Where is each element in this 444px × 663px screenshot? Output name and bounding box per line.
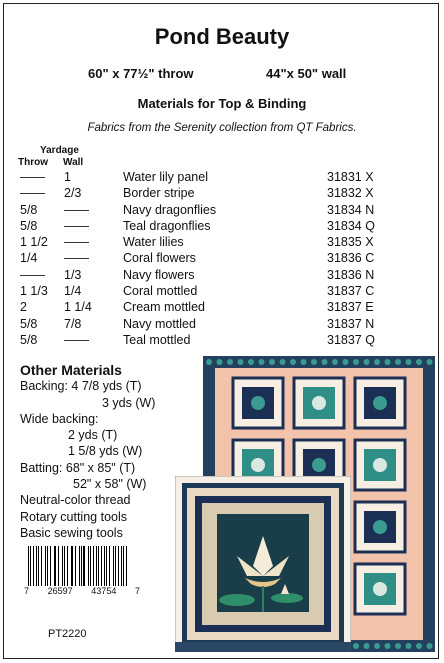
page-title: Pond Beauty xyxy=(154,24,290,49)
materials-heading: Materials for Top & Binding xyxy=(137,96,307,111)
table-row: 1 1/2 —— Water lilies 31835 X xyxy=(20,235,374,250)
barcode-bar xyxy=(54,546,55,586)
barcode-bar xyxy=(113,546,115,586)
barcode-bar xyxy=(109,546,110,586)
batting-wall: 52" x 58" (W) xyxy=(73,477,147,492)
barcode-bar xyxy=(104,546,105,586)
barcode-image xyxy=(28,546,130,586)
barcode-bar xyxy=(121,546,122,586)
barcode-bar xyxy=(62,546,64,586)
barcode-bar xyxy=(71,546,72,586)
barcode-bar xyxy=(88,546,89,586)
barcode-bar xyxy=(45,546,46,586)
table-row: —— 2/3 Border stripe 31832 X xyxy=(20,186,374,201)
barcode-bar xyxy=(55,546,56,586)
table-row: —— 1 Water lily panel 31831 X xyxy=(20,170,374,184)
barcode-bar xyxy=(47,546,48,586)
wide-backing-label: Wide backing: xyxy=(20,411,99,426)
thread-item: Neutral-color thread xyxy=(20,493,131,508)
pattern-number: PT2220 xyxy=(48,628,87,640)
barcode-bar xyxy=(41,546,43,586)
rotary-tools-item: Rotary cutting tools xyxy=(20,509,127,524)
collection-subtitle: Fabrics from the Serenity collection from QT Fabrics. xyxy=(87,122,357,134)
barcode-bar xyxy=(67,546,68,586)
wide-backing-wall: 1 5/8 yds (W) xyxy=(68,444,143,459)
table-row: 5/8 —— Teal dragonflies 31834 Q xyxy=(20,218,375,233)
barcode-bar xyxy=(90,546,91,586)
barcode-bar xyxy=(115,546,116,586)
barcode-bar xyxy=(75,546,76,586)
table-row: 1/4 —— Coral flowers 31836 C xyxy=(20,251,375,266)
barcode-bar xyxy=(118,546,119,586)
barcode-bar xyxy=(96,546,97,586)
sewing-tools-item: Basic sewing tools xyxy=(20,525,123,540)
barcode-bar xyxy=(106,546,107,586)
barcode-bar xyxy=(30,546,31,586)
barcode-bar xyxy=(126,546,127,586)
table-row: 2 1 1/4 Cream mottled 31837 E xyxy=(20,300,374,315)
barcode-bar xyxy=(64,546,65,586)
fabric-table xyxy=(0,170,444,349)
table-row: 5/8 7/8 Navy mottled 31837 N xyxy=(20,316,375,331)
barcode-bar xyxy=(33,546,34,586)
barcode-bar xyxy=(98,546,99,586)
wide-backing-throw: 2 yds (T) xyxy=(68,428,118,443)
barcode-bar xyxy=(101,546,102,586)
throw-header: Throw xyxy=(18,157,48,168)
barcode-bar xyxy=(28,546,29,586)
table-row: 5/8 —— Navy dragonflies 31834 N xyxy=(20,202,375,217)
other-materials-heading: Other Materials xyxy=(20,362,122,378)
wall-size: 44"x 50" wall xyxy=(266,66,347,81)
barcode-bar xyxy=(83,546,85,586)
barcode-bar xyxy=(72,546,73,586)
barcode-bar xyxy=(79,546,80,586)
barcode-bar xyxy=(81,546,82,586)
barcode-bar xyxy=(123,546,124,586)
backing-wall: 3 yds (W) xyxy=(102,395,156,410)
throw-size: 60" x 77½" throw xyxy=(88,66,194,81)
table-row: 5/8 —— Teal mottled 31837 Q xyxy=(20,332,375,347)
other-materials xyxy=(20,362,155,541)
table-row: —— 1/3 Navy flowers 31836 N xyxy=(20,267,375,282)
barcode-bar xyxy=(38,546,39,586)
barcode-bar xyxy=(58,546,59,586)
barcode-bar xyxy=(50,546,51,586)
table-row: 1 1/3 1/4 Coral mottled 31837 C xyxy=(20,284,375,299)
wall-quilt-image xyxy=(175,476,351,652)
wall-header: Wall xyxy=(63,157,84,168)
batting-throw: Batting: 68" x 85" (T) xyxy=(20,460,136,475)
barcode-bar xyxy=(36,546,37,586)
barcode-bar xyxy=(93,546,94,586)
backing-throw: Backing: 4 7/8 yds (T) xyxy=(20,379,142,394)
barcode-digits: 7 26597 43754 7 xyxy=(24,586,140,596)
yardage-label: Yardage xyxy=(40,145,79,156)
